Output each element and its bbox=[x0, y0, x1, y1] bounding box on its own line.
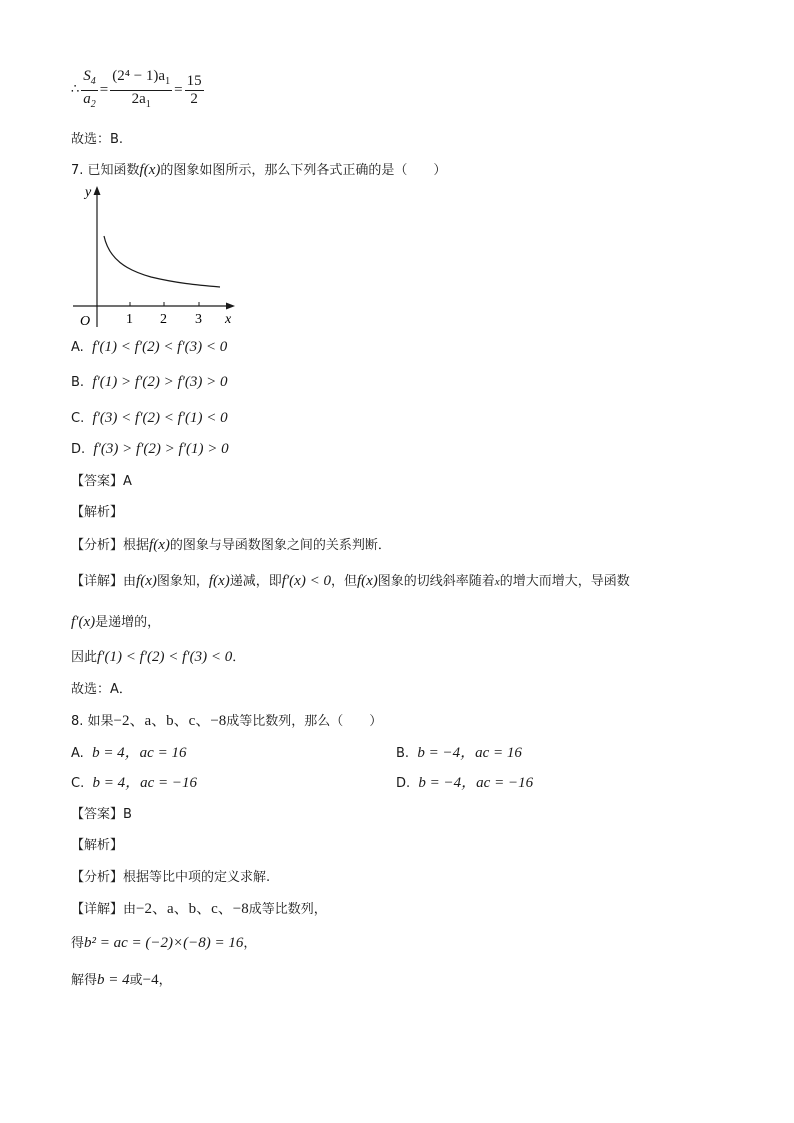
xj-text: 由 bbox=[123, 902, 137, 917]
q6-result-formula bbox=[71, 68, 206, 112]
fenxi-tag: 【分析】 bbox=[71, 538, 124, 553]
q8-options-row1 bbox=[71, 744, 771, 763]
q7-answer bbox=[71, 473, 132, 491]
step-post: ， bbox=[158, 973, 172, 988]
step-expr: b = 4 bbox=[97, 972, 130, 988]
q8-option-c[interactable] bbox=[71, 776, 197, 791]
q8-fenxi bbox=[71, 869, 270, 887]
decreasing-curve bbox=[104, 236, 220, 287]
xj-var: x bbox=[494, 576, 500, 588]
q7-choice: 故选：A． bbox=[71, 682, 132, 697]
conclusion-expr: f′(1) < f′(2) < f′(3) < 0 bbox=[97, 649, 233, 665]
q7-stem-pre: 7. 已知函数 bbox=[71, 163, 140, 178]
option-letter: A. bbox=[71, 340, 84, 355]
q6-choice: 故选：B. bbox=[71, 132, 124, 147]
option-letter: A. bbox=[71, 746, 84, 761]
xiangjie-tag: 【详解】 bbox=[71, 902, 124, 917]
equals-sign: = bbox=[174, 82, 183, 98]
frac-num-sub: 4 bbox=[90, 75, 96, 87]
x-axis-arrow bbox=[226, 303, 235, 310]
xj-text: 递减，即 bbox=[229, 574, 282, 589]
fenxi-tag: 【分析】 bbox=[71, 870, 124, 885]
frac-den-text: a bbox=[83, 90, 91, 107]
q8-stem-seq: −2、a、b、c、−8 bbox=[113, 713, 227, 729]
q7-stem-post: 的图象如图所示，那么下列各式正确的是（ ） bbox=[160, 163, 447, 178]
frac-num-text: S bbox=[83, 67, 91, 84]
xj-text: 图象知， bbox=[156, 574, 209, 589]
q8-xiangjie bbox=[71, 900, 327, 919]
q8-analysis-tag: 【解析】 bbox=[71, 838, 124, 853]
option-letter: C. bbox=[71, 411, 85, 426]
q8-option-d[interactable] bbox=[396, 774, 533, 793]
fenxi-func: f(x) bbox=[149, 537, 170, 553]
step-pre: 解得 bbox=[71, 973, 98, 988]
q7-option-b[interactable] bbox=[71, 373, 228, 392]
q7-option-c[interactable] bbox=[71, 409, 228, 428]
xj-text: 由 bbox=[123, 574, 137, 589]
option-letter: C. bbox=[71, 776, 85, 791]
frac-mid-num: (2⁴ − 1)a bbox=[112, 67, 166, 84]
q7-option-a[interactable] bbox=[71, 338, 227, 357]
q7-conclusion bbox=[71, 648, 245, 667]
y-label: y bbox=[85, 185, 92, 200]
origin-label: O bbox=[80, 314, 91, 329]
option-letter: D. bbox=[396, 776, 411, 791]
q8-stem-post: 成等比数列，那么（ ） bbox=[226, 714, 383, 729]
xj-func: f(x) bbox=[208, 573, 230, 589]
frac-rhs-num: 15 bbox=[186, 72, 202, 89]
step-post: ， bbox=[243, 936, 257, 951]
q8-option-b[interactable] bbox=[396, 744, 522, 763]
q8-options-row2 bbox=[71, 774, 771, 793]
option-letter: D. bbox=[71, 442, 86, 457]
xj-text: 成等比数列， bbox=[248, 902, 327, 917]
option-expr: b = −4，ac = −16 bbox=[418, 775, 534, 791]
fraction-middle bbox=[110, 68, 172, 113]
option-letter: B. bbox=[71, 375, 85, 390]
xj-text: 图象的切线斜率随着 bbox=[377, 574, 495, 589]
fraction-15-over-2 bbox=[185, 73, 204, 108]
xj-func: f(x) bbox=[136, 573, 157, 589]
xiangjie-tag: 【详解】 bbox=[71, 574, 124, 589]
option-expr: f′(3) < f′(2) < f′(1) < 0 bbox=[92, 410, 228, 426]
xj-text: 的增大而增大，导函数 bbox=[499, 574, 630, 589]
q7-analysis-tag: 【解析】 bbox=[71, 505, 124, 520]
q8-step2 bbox=[71, 971, 172, 990]
answer-tag: 【答案】 bbox=[71, 807, 124, 822]
xj-text: 是递增的， bbox=[95, 615, 161, 630]
option-expr: f′(1) < f′(2) < f′(3) < 0 bbox=[92, 339, 228, 355]
fenxi-text: 根据等比中项的定义求解. bbox=[123, 870, 271, 885]
conclusion-pre: 因此 bbox=[71, 650, 98, 665]
q8-stem bbox=[71, 712, 382, 731]
step-pre: 得 bbox=[71, 936, 85, 951]
frac-mid-den-sub: 1 bbox=[145, 98, 151, 110]
answer-value: A bbox=[123, 474, 132, 489]
option-letter: B. bbox=[396, 746, 410, 761]
q8-step1 bbox=[71, 934, 256, 953]
fenxi-pre: 根据 bbox=[123, 538, 150, 553]
equals-sign: = bbox=[99, 82, 109, 98]
x-label: x bbox=[225, 312, 232, 327]
q7-fenxi bbox=[71, 536, 391, 555]
step-mid: 或 bbox=[129, 973, 143, 988]
xj-func: f(x) bbox=[356, 573, 378, 589]
answer-value: B bbox=[123, 807, 132, 822]
xj-func: f′(x) bbox=[71, 614, 96, 630]
step-expr2: −4 bbox=[142, 972, 159, 988]
q8-option-a[interactable] bbox=[71, 746, 186, 761]
xj-text: ，但 bbox=[330, 574, 357, 589]
y-axis-arrow bbox=[94, 186, 101, 195]
q7-function-graph bbox=[71, 183, 241, 331]
therefore-symbol: ∴ bbox=[71, 82, 80, 97]
q8-stem-pre: 8. 如果 bbox=[71, 714, 114, 729]
step-expr: b² = ac = (−2)×(−8) = 16 bbox=[84, 935, 244, 951]
frac-mid-den: 2a bbox=[131, 90, 146, 107]
fraction-s4-over-a2 bbox=[81, 68, 98, 113]
xj-seq: −2、a、b、c、−8 bbox=[136, 901, 249, 917]
frac-den-sub: 2 bbox=[90, 98, 96, 110]
option-expr: f′(3) > f′(2) > f′(1) > 0 bbox=[93, 441, 229, 457]
option-expr: b = 4，ac = 16 bbox=[92, 745, 187, 761]
q7-xiangjie-line2 bbox=[71, 613, 160, 632]
fenxi-post: 的图象与导函数图象之间的关系判断． bbox=[169, 538, 391, 553]
tick-label-1: 1 bbox=[126, 312, 133, 327]
answer-tag: 【答案】 bbox=[71, 474, 124, 489]
option-expr: f′(1) > f′(2) > f′(3) > 0 bbox=[92, 374, 228, 390]
frac-rhs-den: 2 bbox=[190, 90, 198, 107]
xj-ineq: f′(x) < 0 bbox=[281, 573, 331, 589]
tick-label-2: 2 bbox=[160, 312, 167, 327]
q7-stem bbox=[71, 161, 446, 180]
q7-xiangjie bbox=[71, 572, 630, 591]
frac-mid-num-sub: 1 bbox=[165, 75, 171, 87]
option-expr: b = 4，ac = −16 bbox=[92, 775, 198, 791]
tick-label-3: 3 bbox=[195, 312, 202, 327]
q7-stem-func: f(x) bbox=[139, 162, 161, 178]
option-expr: b = −4，ac = 16 bbox=[417, 745, 522, 761]
q8-answer bbox=[71, 806, 132, 824]
q7-option-d[interactable] bbox=[71, 440, 229, 459]
conclusion-post: ． bbox=[232, 650, 246, 665]
